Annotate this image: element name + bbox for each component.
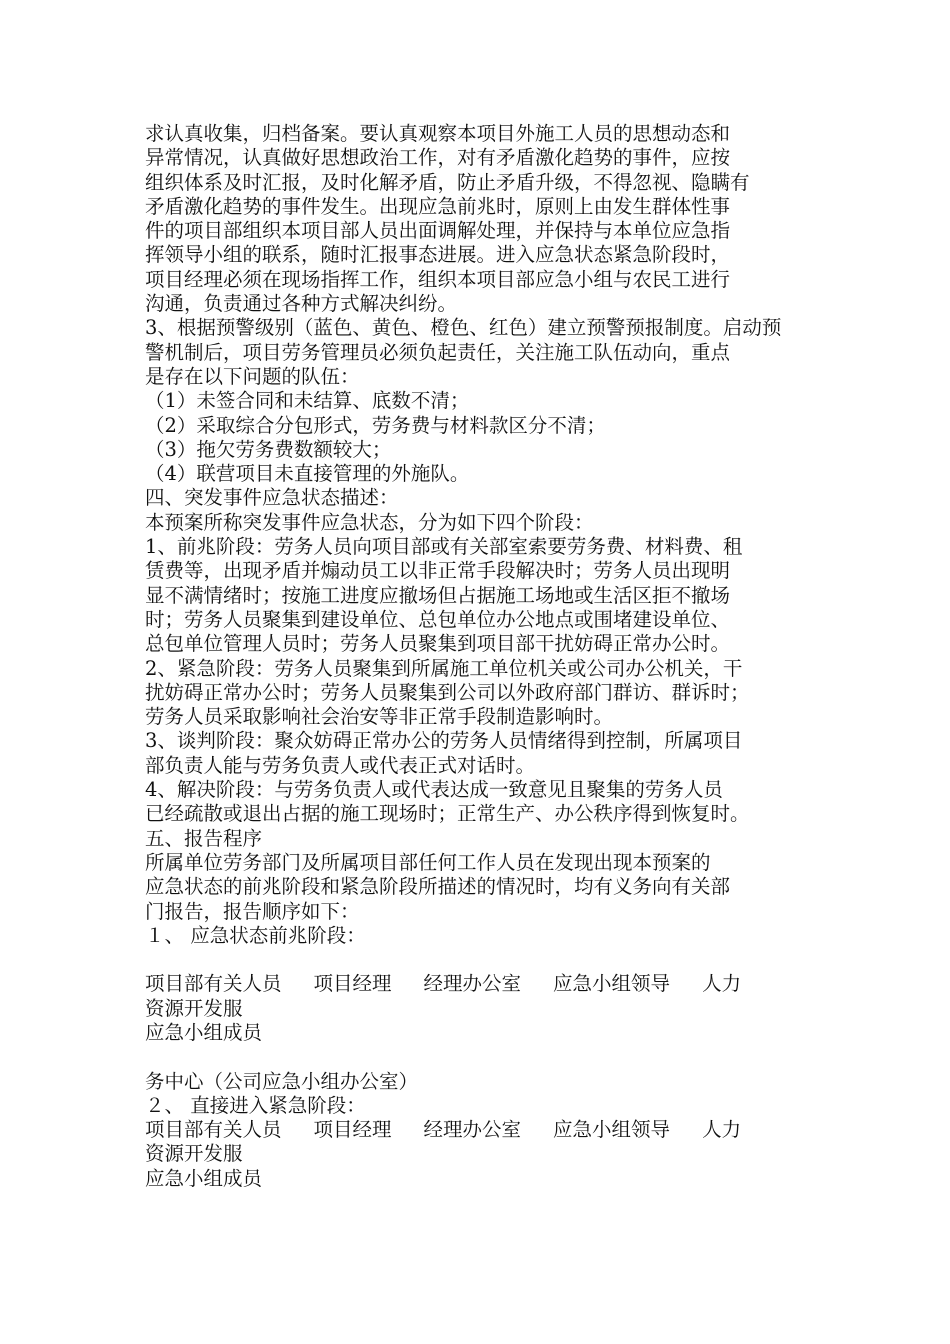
text-line: 求认真收集，归档备案。要认真观察本项目外施工人员的思想动态和 xyxy=(145,122,731,145)
text-line: 项目经理必须在现场指挥工作，组织本项目部应急小组与农民工进行 xyxy=(145,267,731,291)
text-line: 门报告，报告顺序如下： xyxy=(145,899,360,923)
flow-chain-precursor xyxy=(145,972,825,1093)
text-line: 显不满情绪时；按施工进度应撤场但占据施工场地或生活区拒不撤场 xyxy=(145,583,731,607)
flow-node: 项目经理 xyxy=(313,972,392,996)
flow-node: 经理办公室 xyxy=(423,1118,522,1142)
flow-node-row xyxy=(145,972,825,996)
text-line: 矛盾激化趋势的事件发生。出现应急前兆时，原则上由发生群体性事 xyxy=(145,194,731,218)
text-line: 总包单位管理人员时；劳务人员聚集到项目部干扰妨碍正常办公时。 xyxy=(145,632,731,656)
text-line: （2）采取综合分包形式，劳务费与材料款区分不清； xyxy=(145,413,606,437)
text-line: 沟通，负责通过各种方式解决纠纷。 xyxy=(145,292,458,316)
flow-continuation: 务中心（公司应急小组办公室） xyxy=(145,1069,419,1093)
text-line: 件的项目部组织本项目部人员出面调解处理，并保持与本单位应急指 xyxy=(145,219,731,243)
flow-continuation: 应急小组成员 xyxy=(145,1166,263,1190)
text-line: 3、根据预警级别（蓝色、黄色、橙色、红色）建立预警预报制度。启动预 xyxy=(145,316,782,340)
text-line: 应急状态的前兆阶段和紧急阶段所描述的情况时，均有义务向有关部 xyxy=(145,875,731,899)
flow-chain-emergency xyxy=(145,1118,825,1191)
flow-node: 项目部有关人员 xyxy=(145,1118,282,1142)
flow-continuation: 应急小组成员 xyxy=(145,1020,263,1044)
text-line: 本预案所称突发事件应急状态，分为如下四个阶段： xyxy=(145,510,594,534)
text-line: 警机制后，项目劳务管理员必须负起责任，关注施工队伍动向，重点 xyxy=(145,340,731,364)
text-line: 组织体系及时汇报，及时化解矛盾，防止矛盾升级，不得忽视、隐瞒有 xyxy=(145,170,750,194)
flow-node: 应急小组领导 xyxy=(553,972,671,996)
text-line: 时；劳务人员聚集到建设单位、总包单位办公地点或围堵建设单位、 xyxy=(145,607,731,631)
section-heading: 四、突发事件应急状态描述： xyxy=(145,486,399,510)
text-line: 1、前兆阶段：劳务人员向项目部或有关部室索要劳务费、材料费、租 xyxy=(145,535,743,559)
text-line: （3）拖欠劳务费数额较大； xyxy=(145,437,392,461)
flow-node: 人力 xyxy=(702,1118,742,1142)
text-line: （1）未签合同和未结算、底数不清； xyxy=(145,389,470,413)
flow-node: 人力 xyxy=(702,972,742,996)
text-line: 已经疏散或退出占据的施工现场时；正常生产、办公秩序得到恢复时。 xyxy=(145,802,750,826)
document-body xyxy=(145,122,825,1191)
text-line: 异常情况，认真做好思想政治工作，对有矛盾激化趋势的事件，应按 xyxy=(145,146,731,170)
blank-line xyxy=(145,948,825,972)
text-line: 劳务人员采取影响社会治安等非正常手段制造影响时。 xyxy=(145,705,614,729)
flow-node: 应急小组领导 xyxy=(553,1118,671,1142)
paragraph-lines xyxy=(145,122,825,948)
flow-node: 项目经理 xyxy=(313,1118,392,1142)
text-line: （4）联营项目未直接管理的外施队。 xyxy=(145,462,470,486)
text-line: 挥领导小组的联系，随时汇报事态进展。进入应急状态紧急阶段时， xyxy=(145,243,731,267)
text-line: 2、紧急阶段：劳务人员聚集到所属施工单位机关或公司办公机关，干 xyxy=(145,656,743,680)
flow-continuation: 资源开发服 xyxy=(145,1142,243,1166)
text-line: 赁费等，出现矛盾并煽动员工以非正常手段解决时；劳务人员出现明 xyxy=(145,559,731,583)
flow-continuation: 资源开发服 xyxy=(145,996,243,1020)
section-heading: 五、报告程序 xyxy=(145,826,263,850)
subsection-heading: ２、 直接进入紧急阶段： xyxy=(145,1093,366,1117)
subsection-heading: １、 应急状态前兆阶段： xyxy=(145,923,366,947)
flow-node-row xyxy=(145,1118,825,1142)
text-line: 3、谈判阶段：聚众妨碍正常办公的劳务人员情绪得到控制，所属项目 xyxy=(145,729,743,753)
flow-node: 经理办公室 xyxy=(423,972,522,996)
text-line: 所属单位劳务部门及所属项目部任何工作人员在发现出现本预案的 xyxy=(145,850,711,874)
blank-line xyxy=(145,1045,825,1069)
text-line: 4、解决阶段：与劳务负责人或代表达成一致意见且聚集的劳务人员 xyxy=(145,778,723,802)
flow-node: 项目部有关人员 xyxy=(145,972,282,996)
text-line: 是存在以下问题的队伍： xyxy=(145,364,360,388)
text-line: 扰妨碍正常办公时；劳务人员聚集到公司以外政府部门群访、群诉时； xyxy=(145,680,750,704)
text-line: 部负责人能与劳务负责人或代表正式对话时。 xyxy=(145,753,536,777)
